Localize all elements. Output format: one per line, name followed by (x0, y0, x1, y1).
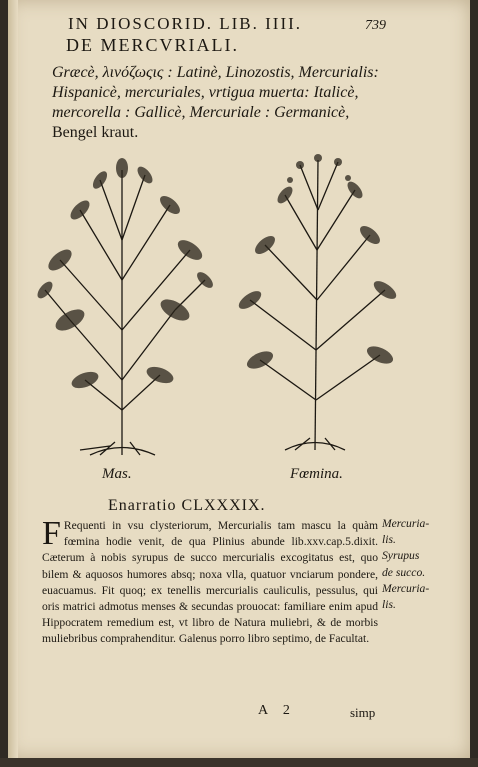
woodcut-male-plant (30, 150, 215, 465)
section-title: Enarratio CLXXXIX. (108, 497, 266, 514)
signature-mark: A 2 (258, 703, 296, 718)
names-line-3: mercorella : Gallicè, Mercuriale : Germanicè, (52, 104, 350, 121)
commentary-body: Requenti in vsu clysteriorum, Mercurialis tam mascu la quàm fœmina hodie venit, de qua Plinius abunde lib.xxv.cap.5.dixit. Cæterum à nobis syrupus de succo mercurialis excogitatus est, quo bilem & aquosos humores absq; noxa vlla, quatuor vnciarum pondere, euacuamus. Fit quoq; ex tenellis mercurialis cauliculis, pessulus, qui oris matrici admotus menses & secundas prouocat: familiare enim apud Hippocratem remedium est, vt libro de Natura muliebri, & de morbis muliebribus comprahenditur. Galenus porro libro septimo, de Facultat. (42, 519, 378, 646)
running-title: IN DIOSCORID. LIB. IIII. (68, 14, 303, 33)
plant-illustration-male (30, 150, 215, 465)
caption-female: Fœmina. (290, 466, 343, 482)
commentary-text (42, 515, 378, 648)
woodcut-female-plant (230, 150, 400, 460)
margin-line-1: Mercuria- (382, 517, 430, 530)
plant-names (52, 63, 382, 143)
caption-male: Mas. (102, 466, 132, 482)
page-gutter (8, 0, 18, 758)
margin-line-4: de succo. (382, 565, 426, 579)
plant-illustration-female (230, 150, 400, 460)
catchword: simp (350, 705, 376, 720)
drop-capital: F (42, 515, 61, 552)
margin-line-5: Mercuria- (382, 581, 430, 595)
names-line-4: Bengel kraut. (52, 124, 139, 141)
margin-line-3: Syrupus (382, 549, 420, 563)
margin-line-6: lis. (382, 598, 396, 612)
marginal-note (382, 516, 442, 613)
page-bottom-edge (0, 758, 478, 767)
page-number: 739 (365, 18, 386, 33)
margin-line-2: lis. (382, 533, 396, 547)
names-line-2: Hispanicè, mercuriales, vrtigua muerta: Italicè, (52, 84, 359, 101)
names-line-1: Græcè, λινόζωςις : Latinè, Linozostis, Mercurialis: (52, 64, 379, 81)
chapter-title: DE MERCVRIALI. (66, 35, 239, 55)
book-page (8, 0, 470, 758)
